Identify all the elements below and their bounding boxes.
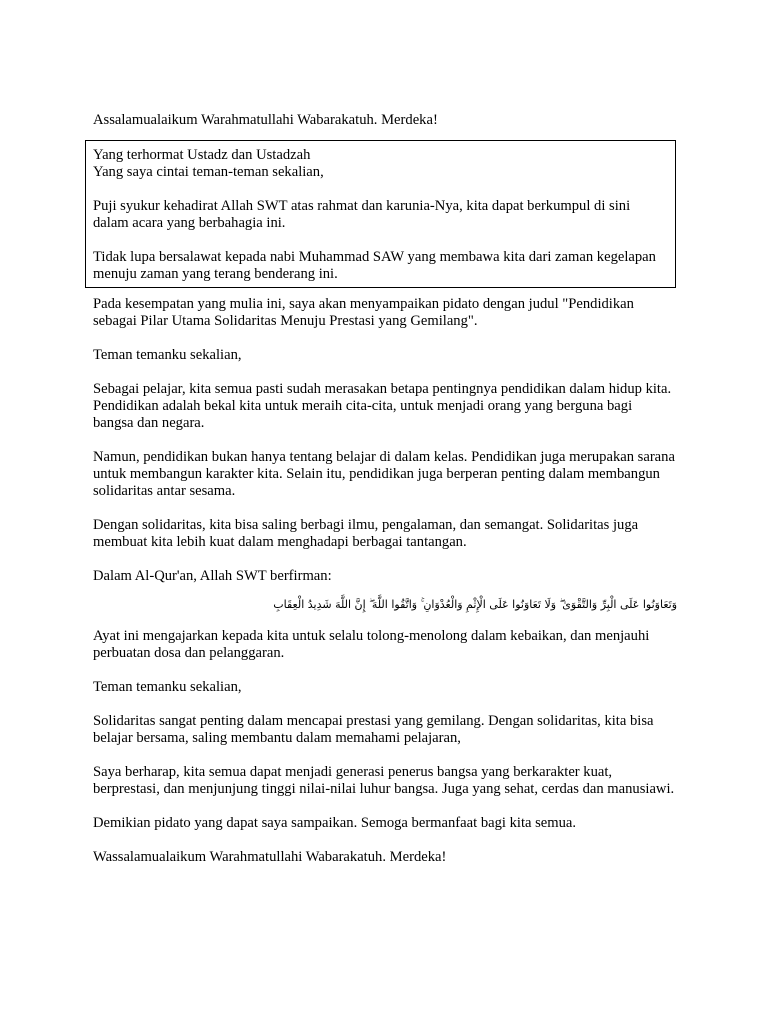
- education-paragraph-2: Namun, pendidikan bukan hanya tentang belajar di dalam kelas. Pendidikan juga merupakan sarana untuk membangun karakter kita. Selain itu, pendidikan juga berperan penting dalam membangun solidaritas antar sesama.: [93, 449, 675, 499]
- document-page: [93, 112, 675, 883]
- solidarity-paragraph-2: Solidaritas sangat penting dalam mencapai prestasi yang gemilang. Dengan solidaritas, kita bisa belajar bersama, saling membantu dalam memahami pelajaran,: [93, 713, 654, 746]
- education-paragraph-1: Sebagai pelajar, kita semua pasti sudah merasakan betapa pentingnya pendidikan dalam hidup kita. Pendidikan adalah bekal kita untuk meraih cita-cita, untuk menjadi orang yang berguna bagi bangsa dan negara.: [93, 381, 672, 431]
- salawat-paragraph: Tidak lupa bersalawat kepada nabi Muhammad SAW yang membawa kita dari zaman kegelapan menuju zaman yang terang benderang ini.: [93, 249, 656, 282]
- friends-address-2: Teman temanku sekalian,: [93, 679, 242, 695]
- address-block: [93, 147, 667, 181]
- hope-paragraph: Saya berharap, kita semua dapat menjadi generasi penerus bangsa yang berkarakter kuat, berprestasi, dan menjunjung tinggi nilai-nilai luhur bangsa. Juga yang sehat, cerdas dan manusiawi.: [93, 764, 675, 797]
- salutation-box: [85, 140, 676, 288]
- opening-greeting: Assalamualaikum Warahmatullahi Wabarakatuh. Merdeka!: [93, 112, 438, 128]
- arabic-verse: وَتَعَاوَنُوا عَلَى الْبِرِّ وَالتَّقْوَىٰ ۖ وَلَا تَعَاوَنُوا عَلَى الْإِثْمِ وَالْعُدْوَانِ ۚ وَاتَّقُوا اللَّهَ ۖ إِنَّ اللَّهَ شَدِيدُ الْعِقَابِ: [273, 598, 677, 611]
- gratitude-paragraph: Puji syukur kehadirat Allah SWT atas rahmat dan karunia-Nya, kita dapat berkumpul di sini dalam acara yang berbahagia ini.: [93, 198, 631, 231]
- friends-address-1: Teman temanku sekalian,: [93, 347, 242, 363]
- address-line-2: Yang saya cintai teman-teman sekalian,: [93, 164, 324, 180]
- intro-paragraph: Pada kesempatan yang mulia ini, saya akan menyampaikan pidato dengan judul "Pendidikan sebagai Pilar Utama Solidaritas Menuju Prestasi yang Gemilang".: [93, 296, 634, 329]
- address-line-1: Yang terhormat Ustadz dan Ustadzah: [93, 147, 311, 163]
- verse-meaning-paragraph: Ayat ini mengajarkan kepada kita untuk selalu tolong-menolong dalam kebaikan, dan menjauhi perbuatan dosa dan pelanggaran.: [93, 628, 650, 661]
- quran-intro: Dalam Al-Qur'an, Allah SWT berfirman:: [93, 568, 332, 584]
- solidarity-paragraph-1: Dengan solidaritas, kita bisa saling berbagi ilmu, pengalaman, dan semangat. Solidaritas juga membuat kita lebih kuat dalam menghadapi berbagai tantangan.: [93, 517, 639, 550]
- closing-remark: Demikian pidato yang dapat saya sampaikan. Semoga bermanfaat bagi kita semua.: [93, 815, 577, 831]
- closing-greeting: Wassalamualaikum Warahmatullahi Wabarakatuh. Merdeka!: [93, 849, 447, 865]
